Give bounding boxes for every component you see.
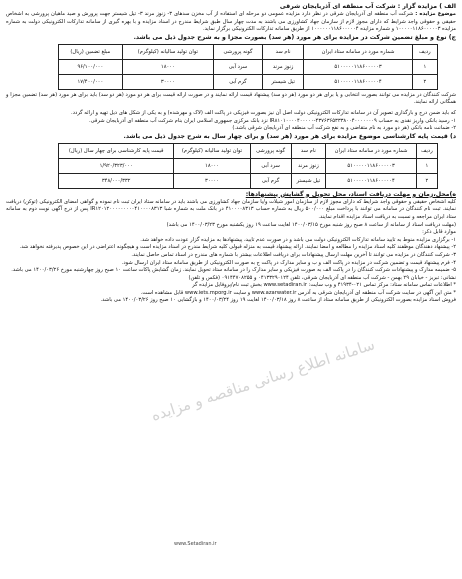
setad-contact-note: * اطلاعات تماس سامانه ستاد: مرکز تماس ۰۲۱-۴۱۹۳۴ و وب سایت: www.setadiran.ir بخش ثبت نام/پروفایل مزایده گر: [192, 282, 456, 289]
col-header: شماره مورد در سامانه ستاد ایران: [304, 44, 412, 59]
website-note: * متن این آگهی در سایت شرکت آب منطقه ای آذربایجان شرقی به آدرس www.azarwater.ir و سایت www.iets.mporg.ir قابل مشاهده است.: [140, 289, 456, 296]
address-note: نشانی: تبریز - خیابان ۲۹ بهمن - شرکت آب منطقه ای آذربایجان شرقی، تلفن ۰۴۱۳۳۲۹۰۱۲۴ و ۰۹۱۴۴۷۰۸۲۵۵ (فکس و تلفن): [188, 274, 456, 281]
section-h-title: ه)محل،زمان و مهلت دریافت اسناد، محل تحویل و گشایش پیشنهادها:: [245, 190, 456, 198]
table-cell: تیل شیستر: [262, 74, 303, 89]
table-header-row: [59, 44, 438, 59]
table-cell: ۱: [412, 59, 437, 74]
table-cell: ۱۷/۴۰۰/۰۰۰: [59, 74, 123, 89]
table-cell: ۳۰۰۰۰: [174, 173, 250, 188]
col-header: ردیف: [416, 143, 437, 158]
watermark: سامانه اطلاع رسانی مناقصه و مزایده: [148, 335, 377, 425]
table-cell: ۱۸۰۰۰: [122, 59, 213, 74]
col-header: توان تولید سالیانه (کیلوگرم): [122, 44, 213, 59]
table-cell: ۱: [416, 158, 437, 173]
tender-notice: [6, 3, 456, 573]
table-cell: ۵۱۰۰۰۰۰۱۱۸۶۰۰۰۰۰۳: [326, 158, 417, 173]
notes-heading: موارد قابل ذکر:: [422, 229, 456, 236]
col-header: گونه پرورشی: [214, 44, 263, 59]
subject-text: شرکت آب منطقه ای آذربایجان شرقی در نظر دارد مزایده عمومی دو مرحله ای استفاده از آب مخزن سدهای ۳- زنوز مرند ۳- تیل شیستر جهت پرورش و صید ماهیان پرورشی به اشخاص حقیقی و حقوقی واجد شرایط که دارای مجوز لازم از سازمان جهاد کشاورزی می باشند به مدت چهار سال طبق شرایط مندرج در اسناد مزایده و با بهره گیری از سامانه تدارکات الکترونیکی دولت به شماره مزایده ۱۰۰۰۰۰۱۱۸۶۰۰۰۰۰۳ و شماره مزایده ۱۰۰۰۰۰۰۱۱۸۶۰۰۰۰۰۴ از طریق سامانه تدارکات الکترونیکی برگزار نماید.: [6, 11, 456, 33]
table-row: [59, 173, 438, 188]
table-cell: سرد آبی: [250, 158, 291, 173]
table-cell: زنوز مرند: [291, 158, 326, 173]
subject-label: موضوع مزایده :: [415, 11, 457, 17]
base-price-table: [58, 143, 438, 189]
footer-website: www.Setadiran.ir: [174, 541, 217, 547]
col-header: توان تولید سالیانه (کیلوگرم): [174, 143, 250, 158]
col-header: ردیف: [412, 44, 437, 59]
bank-deposit-note: ۱- رسید بانکی واریز نقدی به حساب ۴۳۷۶۳۶۵۳۳۳۸۰۰۴۰۰۰۰۰۰۰۹-IR۸۱۰۱۰۰۰۰۴۰۰۰۰۰ نزد بانک مرکزی جمهوری اسلامی ایران بنام شرکت آب منطقه ای آذربایجان شرقی.: [88, 117, 456, 124]
table-cell: ۳۰۰۰۰: [122, 74, 213, 89]
col-header: گونه پرورشی: [250, 143, 291, 158]
subject-paragraph: [6, 11, 456, 34]
table-cell: گرم آبی: [250, 173, 291, 188]
table-row: [59, 74, 438, 89]
selection-note: شرکت کنندگان در مزایده می توانند بصورت انتخابی و یا برای هر دو مورد (هر دو سد) پیشنهاد قیمت ارائه نمایند و در صورت ارائه قیمت برای هر دو مورد (هر دو سد) باید برای هر مورد (هر سد) تضمین مجزا و همگانی ارائه نمایند.: [6, 91, 456, 106]
table-row: [59, 158, 438, 173]
table-cell: ۵۱۰۰۰۰۰۱۱۸۶۰۰۰۰۰۴: [304, 74, 412, 89]
table-cell: سرد آبی: [214, 59, 263, 74]
col-header: نام سد: [262, 44, 303, 59]
table-cell: زنوز مرند: [262, 59, 303, 74]
table-cell: تیل شیستر: [291, 173, 326, 188]
table-cell: ۳۴۸/۰۰۰/۳۳۲: [59, 173, 174, 188]
col-header: شماره مورد در سامانه ستاد ایران: [326, 143, 417, 158]
col-header: مبلغ تضمین (ریال): [59, 44, 123, 59]
physical-copy-note: که باید ضمن درج و بارگذاری تصویر آن در سامانه تدارکات الکترونیکی دولت اصل آن نیز بصورت فیزیکی در پاکت الف (لاک و مهرشده) و به یکی از شکل های ذیل تهیه و ارائه گردد.: [71, 109, 456, 116]
base-price-intro: د) قیمت پایه کارشناسی موضوع مزایده برای هر مورد (هر سد) و برای چهار سال به شرح جدول ذیل می باشد.: [123, 132, 456, 140]
note-3: ۳- شرکت کنندگان در مزایده می توانند تا آخرین مهلت ارسال پیشنهادات برای دریافت اطلاعات بیشتر با شماره های مندرج در اسناد تماس حاصل نمایند.: [131, 251, 456, 258]
table-cell: گرم آبی: [214, 74, 263, 89]
registration-note: کلیه اشخاص حقیقی و حقوقی واجد شرایط که دارای مجوز لازم از سازمان امور شیلات و/یا سازمان جهاد کشاورزی می باشند باید در سامانه ستاد ایران ثبت نام نموده و گواهی امضای الکترونیکی (توکن) دریافت نمایند. ثبت نام کنندگان در سامانه می توانند با پرداخت مبلغ ۵۰۰/۰۰۰ ریال به شماره حساب ۴۱۰۰۰۰۸۳۱۳ در بانک ملت به شماره شبا IR۱۲۰۱۲۰۰۰۰۰۰۰۰۰۴۱۰۰۰۰۸۳۱۳ پس از درج آگهی نوبت دوم به سامانه ستاد ایران مراجعه و نسبت به دریافت اسناد مزایده اقدام نمایند.: [6, 198, 456, 220]
note-2: ۲- پیشنهاد دهندگان موظفند کلیه اسناد مزایده را مطالعه و امضا نمایند. ارائه پیشنهاد قیمت به منزله قبولی کلیه شرایط مندرج در اسناد مزایده است و هیچگونه اعتراضی در این خصوص پذیرفته نخواهد شد.: [19, 244, 456, 251]
table-cell: ۹۶/۱۰۰/۰۰۰: [59, 59, 123, 74]
table-cell: ۲: [416, 173, 437, 188]
deadline-note: (مهلت دریافت اسناد از سامانه از ساعت ۸ صبح روز شنبه مورخ ۱۴۰۰/۰۳/۱۵ لغایت ساعت ۱۹ روز یکشنبه مورخ ۱۴۰۰/۰۳/۲۳ می باشد): [166, 221, 456, 228]
col-header: قیمت پایه کارشناسی برای چهار سال (ریال): [59, 143, 174, 158]
note-1: ۱- برگزاری مزایده منوط به تایید سامانه تدارکات الکترونیکی دولت می باشد و در صورت عدم تایید، پیشنهادها به مزایده گزار عودت داده خواهد شد.: [140, 236, 456, 243]
col-header: نام سد: [291, 143, 326, 158]
note-5: ۵- ضمیمه مدارک و پیشنهادات شرکت کنندگان را در پاکت الف به صورت فیزیکی و سایر مدارک را در سامانه ستاد تحویل نمایند. زمان گشایش پاکات ساعت ۱۰ صبح روز چهارشنبه مورخ ۱۴۰۰/۰۳/۲۶ می باشد.: [11, 267, 456, 274]
table-cell: ۲: [412, 74, 437, 89]
table-header-row: [59, 143, 438, 158]
table-cell: ۱/۹۲۰/۳۲۳/۰۰۰: [59, 158, 174, 173]
table-cell: ۱۸۰۰۰: [174, 158, 250, 173]
table-cell: ۵۱۰۰۰۰۰۱۱۸۶۰۰۰۰۰۴: [326, 173, 417, 188]
sale-schedule-note: فروش اسناد مزایده بصورت الکترونیکی از طریق سامانه ستاد از ساعت ۸ روز ۱۴۰۰/۰۳/۱۸ لغایت ۱۹ روز ۱۴۰۰/۰۳/۲۴ و بازگشایی ۱۰ صبح روز ۱۴۰۰/۰۳/۲۶ می باشد.: [100, 297, 456, 304]
organizer-title: الف ) مزایده گزار : شرکت آب منطقه ای آذربایجان شرقی: [279, 3, 456, 10]
note-4: ۴- فرم پیشنهاد قیمت و تضمین شرکت در مزایده در پاکت الف و ب و سایر مدارک در پاکت ج به صورت الکترونیکی از طریق سامانه ستاد ایران ارسال شود.: [121, 259, 456, 266]
guarantee-table: [58, 44, 438, 90]
table-row: [59, 59, 438, 74]
bank-guarantee-note: ۲- ضمانت نامه بانکی (هر دو مورد به نام متقاضی و به نفع شرکت آب منطقه ای آذربایجان شرقی باشد.): [232, 125, 456, 132]
table-cell: ۵۱۰۰۰۰۰۱۱۸۶۰۰۰۰۰۳: [304, 59, 412, 74]
guarantee-intro: ج) نوع و مبلغ تضمین شرکت در مزایده برای هر مورد (هر سد) بصورت مجزا و به شرح جدول ذیل می باشد.: [133, 33, 456, 41]
